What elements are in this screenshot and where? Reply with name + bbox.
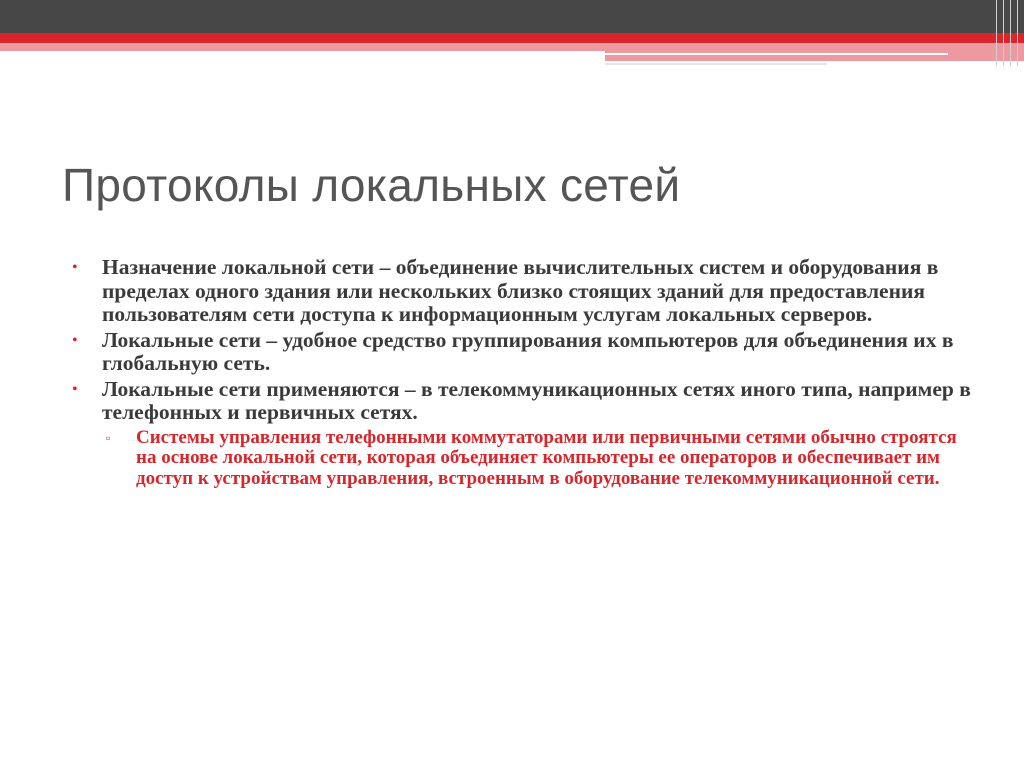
bullet-dot-icon: •	[72, 259, 78, 276]
header-grey-line	[605, 63, 827, 65]
bullet-text: Локальные сети применяются – в телекоммуникационных сетях иного типа, например в телефонных и первичных сетях.	[102, 376, 971, 424]
slide-title: Протоколы локальных сетей	[62, 159, 681, 211]
bullet-item	[72, 256, 972, 327]
bullet-text: Назначение локальной сети – объединение вычислительных систем и оборудования в пределах одного здания или нескольких близко стоящих зданий для предоставления пользователям сети доступа к информационным услугам локальных серверов.	[102, 255, 939, 326]
bullet-dot-icon: •	[72, 380, 78, 398]
header-vertical-line	[996, 0, 997, 66]
header-pink-stripe	[0, 43, 1024, 51]
bullet-dot-icon: •	[72, 331, 78, 349]
header-red-stripe	[0, 33, 1024, 43]
slide-body	[72, 256, 972, 489]
header-vertical-line	[1003, 0, 1004, 66]
sub-bullet-text: Системы управления телефонными коммутаторами или первичными сетями обычно строятся на основе локальной сети, которая объединяет компьютеры ее операторов и обеспечивает им доступ к устройствам управления, встроенным в оборудование телекоммуникационной сети.	[136, 426, 957, 489]
bullet-item	[72, 378, 972, 425]
header-vertical-line	[1010, 0, 1011, 66]
bullet-item	[72, 329, 972, 376]
header-white-line	[600, 53, 948, 55]
sub-bullet-square-icon: ▫	[106, 430, 111, 445]
sub-bullet-item	[106, 428, 972, 490]
header-dark-band	[0, 0, 1024, 33]
bullet-text: Локальные сети – удобное средство группирования компьютеров для объединения их в глобальную сеть.	[102, 327, 954, 375]
header-vertical-line	[1017, 0, 1018, 66]
